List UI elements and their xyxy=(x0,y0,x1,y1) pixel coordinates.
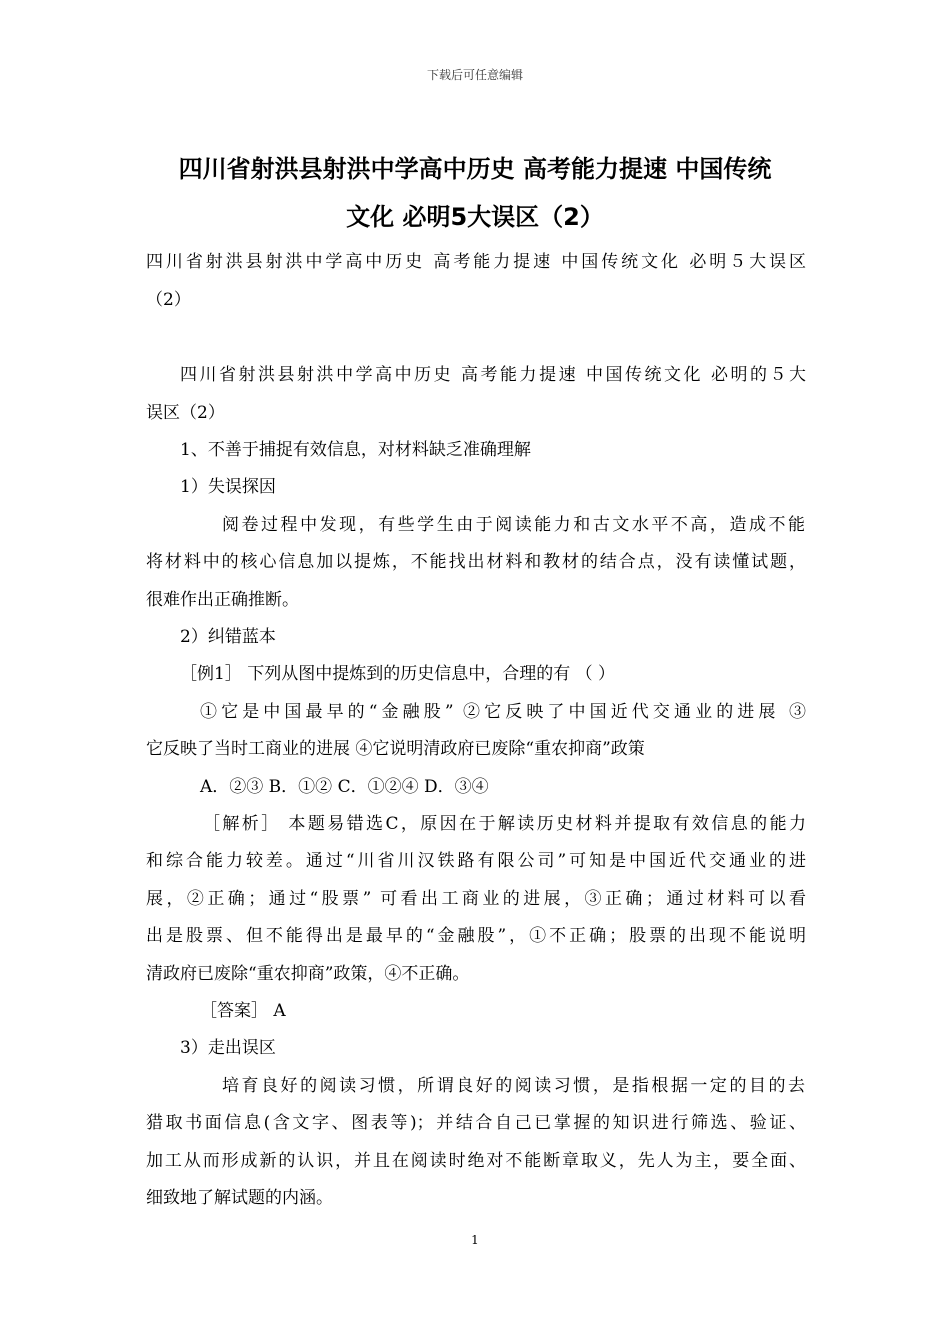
cause-paragraph-line-1: 阅卷过程中发现，有些学生由于阅读能力和古文水平不高，造成不能 xyxy=(222,515,805,535)
intro-line-2: 误区（2） xyxy=(146,403,225,423)
answer-options: A．②③ B．①② C．①②④ D．③④ xyxy=(200,777,489,797)
subsection-heading-cause: 1）失误探因 xyxy=(180,477,276,497)
statement-line-2: 它反映了当时工商业的进展 ④它说明清政府已废除“重农抑商”政策 xyxy=(146,739,645,759)
way-out-paragraph-line-4: 细致地了解试题的内涵。 xyxy=(146,1188,333,1208)
analysis-line-4: 出是股票、但不能得出是最早的“金融股”，①不正确；股票的出现不能说明 xyxy=(146,926,806,946)
analysis-line-2: 和综合能力较差。通过“川省川汉铁路有限公司”可知是中国近代交通业的进 xyxy=(146,851,806,871)
document-title-line-1: 四川省射洪县射洪中学高中历史 高考能力提速 中国传统 xyxy=(178,155,772,183)
analysis-line-5: 清政府已废除“重农抑商”政策，④不正确。 xyxy=(146,964,470,984)
intro-line-1: 四川省射洪县射洪中学高中历史 高考能力提速 中国传统文化 必明的５大 xyxy=(180,365,806,385)
analysis-line-3: 展，②正确；通过“股票” 可看出工商业的进展，③正确；通过材料可以看 xyxy=(146,889,806,909)
document-title-line-2: 文化 必明5大误区（2） xyxy=(346,203,604,231)
way-out-paragraph-line-3: 加工从而形成新的认识，并且在阅读时绝对不能断章取义，先人为主，要全面、 xyxy=(146,1151,806,1171)
way-out-paragraph-line-1: 培育良好的阅读习惯，所谓良好的阅读习惯，是指根据一定的目的去 xyxy=(222,1076,805,1096)
section-heading: 1、不善于捕捉有效信息，对材料缺乏准确理解 xyxy=(180,440,531,460)
way-out-paragraph-line-2: 猎取书面信息(含文字、图表等)；并结合自己已掌握的知识进行筛选、验证、 xyxy=(146,1113,806,1133)
subtitle-line-1: 四川省射洪县射洪中学高中历史 高考能力提速 中国传统文化 必明５大误区 xyxy=(146,252,806,272)
subtitle-line-2: （2） xyxy=(146,290,191,310)
statement-line-1: ①它是中国最早的“金融股” ②它反映了中国近代交通业的进展 ③ xyxy=(200,702,806,722)
page-number: 1 xyxy=(471,1233,479,1247)
answer: ［答案］ A xyxy=(200,1001,286,1021)
cause-paragraph-line-3: 很难作出正确推断。 xyxy=(146,590,299,610)
subsection-heading-way-out: 3）走出误区 xyxy=(180,1038,276,1058)
header-note: 下载后可任意编辑 xyxy=(426,68,523,82)
cause-paragraph-line-2: 将材料中的核心信息加以提炼，不能找出材料和教材的结合点，没有读懂试题， xyxy=(146,552,806,572)
analysis-line-1: ［解析］ 本题易错选C，原因在于解读历史材料并提取有效信息的能力 xyxy=(203,814,806,834)
subsection-heading-correction: 2）纠错蓝本 xyxy=(180,627,276,647)
example-question: ［例1］ 下列从图中提炼到的历史信息中，合理的有 （ ） xyxy=(180,664,616,684)
